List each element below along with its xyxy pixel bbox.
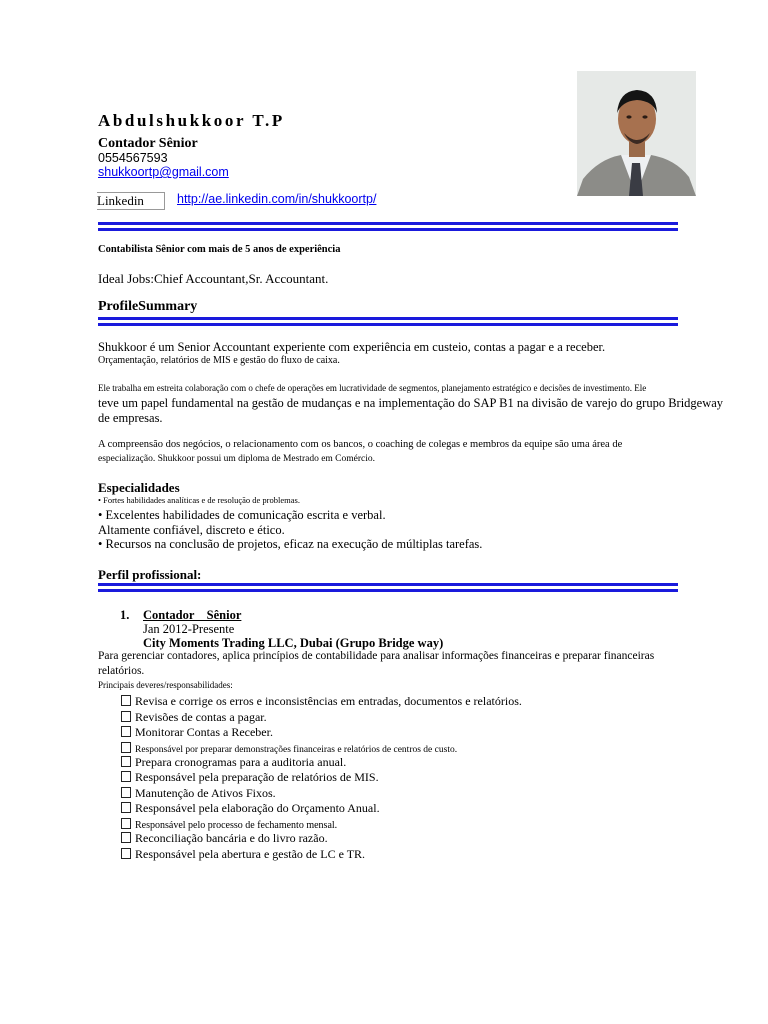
- duties-label: Principais deveres/responsabilidades:: [98, 680, 233, 690]
- experience-number: 1.: [120, 608, 130, 622]
- duty-item: [121, 831, 328, 846]
- checkbox-icon: [121, 771, 131, 782]
- specialties-heading: Especialidades: [98, 480, 180, 495]
- duty-item: [121, 770, 379, 785]
- duty-item: [121, 710, 267, 725]
- profile-paragraph-1-line-1: Shukkoor é um Senior Accountant experiente com experiência em custeio, contas a pagar e a receber.: [98, 340, 606, 354]
- duty-text: Responsável pelo processo de fechamento mensal.: [135, 820, 338, 831]
- duty-item: [121, 742, 457, 755]
- duty-text: Responsável pela abertura e gestão de LC e TR.: [135, 847, 366, 861]
- checkbox-icon: [121, 742, 131, 753]
- email-link[interactable]: shukkoortp@gmail.com: [98, 165, 229, 179]
- profile-paragraph-3-line-1: A compreensão dos negócios, o relacionamento com os bancos, o coaching de colegas e membros da equipe são uma área de: [98, 439, 623, 450]
- duty-text: Responsável pela elaboração do Orçamento Anual.: [135, 801, 380, 815]
- duty-item: [121, 818, 337, 831]
- candidate-name: Abdulshukkoor T.P: [98, 111, 285, 130]
- phone-number: 0554567593: [98, 151, 168, 165]
- experience-dates: Jan 2012-Presente: [143, 622, 235, 636]
- duty-item: [121, 801, 380, 816]
- linkedin-url-link[interactable]: http://ae.linkedin.com/in/shukkoortp/: [177, 192, 377, 206]
- experience-role: Contador Sênior: [143, 608, 242, 622]
- divider-rule: [98, 583, 678, 592]
- duty-text: Manutenção de Ativos Fixos.: [135, 786, 276, 800]
- duty-text: Reconciliação bancária e do livro razão.: [135, 831, 328, 845]
- specialty-item: • Recursos na conclusão de projetos, eficaz na execução de múltiplas tarefas.: [98, 537, 483, 551]
- duty-text: Revisões de contas a pagar.: [135, 710, 267, 724]
- linkedin-badge[interactable]: [97, 192, 165, 210]
- professional-profile-heading: Perfil profissional:: [98, 567, 202, 582]
- duty-text: Responsável pela preparação de relatórios de MIS.: [135, 770, 379, 784]
- checkbox-icon: [121, 848, 131, 859]
- duty-text: Revisa e corrige os erros e inconsistências em entradas, documentos e relatórios.: [135, 694, 522, 708]
- profile-paragraph-2-line-1: Ele trabalha em estreita colaboração com o chefe de operações em lucratividade de segmentos, planejamento estratégico e decisões de investimento. Ele: [98, 383, 647, 393]
- divider-rule: [98, 222, 678, 231]
- experience-summary-line-2: relatórios.: [98, 665, 145, 677]
- divider-rule: [98, 317, 678, 326]
- specialty-item: • Excelentes habilidades de comunicação escrita e verbal.: [98, 508, 386, 522]
- duty-text: Monitorar Contas a Receber.: [135, 725, 273, 739]
- duty-text: Responsável por preparar demonstrações financeiras e relatórios de centros de custo.: [135, 745, 458, 755]
- ideal-jobs: Ideal Jobs:Chief Accountant,Sr. Accountant.: [98, 271, 329, 286]
- checkbox-icon: [121, 711, 131, 722]
- checkbox-icon: [121, 726, 131, 737]
- checkbox-icon: [121, 787, 131, 798]
- duty-item: [121, 694, 522, 709]
- checkbox-icon: [121, 802, 131, 813]
- duty-text: Prepara cronogramas para a auditoria anual.: [135, 755, 347, 769]
- duty-item: [121, 755, 346, 770]
- experience-company: City Moments Trading LLC, Dubai (Grupo Bridge way): [143, 636, 444, 650]
- checkbox-icon: [121, 818, 131, 829]
- profile-paragraph-2-line-3: de empresas.: [98, 411, 163, 425]
- duty-item: [121, 847, 365, 862]
- headline: Contabilista Sênior com mais de 5 anos de experiência: [98, 244, 341, 255]
- specialty-item: Altamente confiável, discreto e ético.: [98, 523, 285, 537]
- profile-photo: [577, 71, 696, 196]
- linkedin-label: Linkedin: [97, 193, 144, 208]
- duty-item: [121, 725, 273, 740]
- checkbox-icon: [121, 832, 131, 843]
- specialty-item: • Fortes habilidades analíticas e de resolução de problemas.: [98, 495, 300, 505]
- checkbox-icon: [121, 695, 131, 706]
- experience-summary-line-1: Para gerenciar contadores, aplica princípios de contabilidade para analisar informações financeiras e preparar financeiras: [98, 650, 655, 662]
- profile-summary-heading: ProfileSummary: [98, 299, 198, 314]
- profile-paragraph-3-line-2: especialização. Shukkoor possui um diploma de Mestrado em Comércio.: [98, 454, 376, 464]
- job-title: Contador Sênior: [98, 136, 198, 151]
- profile-paragraph-2-line-2: teve um papel fundamental na gestão de mudanças e na implementação do SAP B1 na divisão de varejo do grupo Bridgeway: [98, 396, 724, 410]
- checkbox-icon: [121, 756, 131, 767]
- duty-item: [121, 786, 276, 801]
- profile-paragraph-1-line-2: Orçamentação, relatórios de MIS e gestão do fluxo de caixa.: [98, 355, 340, 366]
